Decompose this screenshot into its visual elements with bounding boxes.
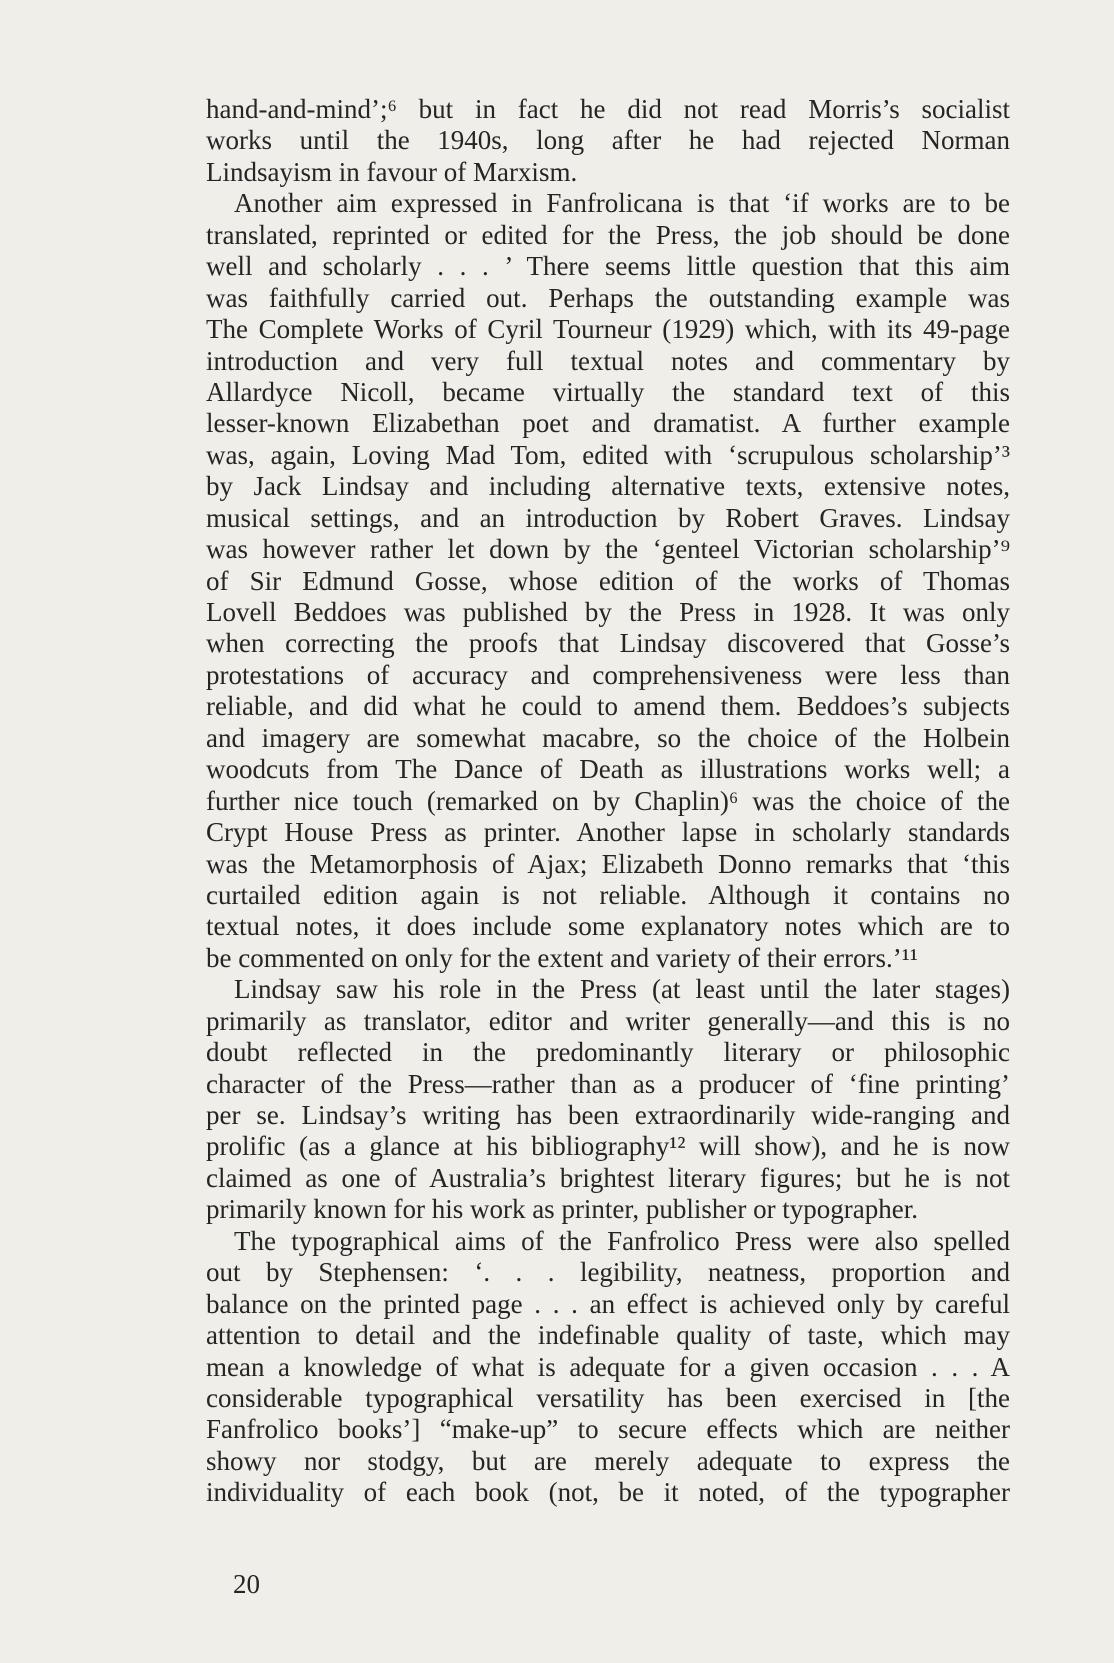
text-line: individuality of each book (not, be it noted, of the typographer [206,1477,1010,1508]
text-line: works until the 1940s, long after he had rejected Norman [206,125,1010,156]
text-line: Lindsayism in favour of Marxism. [206,156,578,187]
text-line: Lindsay saw his role in the Press (at least until the later stages) [234,974,1010,1005]
text-line: showy nor stodgy, but are merely adequate to express the [206,1445,1010,1476]
text-line: reliable, and did what he could to amend them. Beddoes’s subjects [206,691,1010,722]
body-text [206,94,1010,1509]
text-line: character of the Press—rather than as a producer of ‘fine printing’ [206,1068,1010,1099]
text-line: further nice touch (remarked on by Chaplin)⁶ was the choice of the [206,785,1010,816]
text-line: claimed as one of Australia’s brightest literary figures; but he is not [206,1162,1010,1193]
text-line: out by Stephensen: ‘. . . legibility, neatness, proportion and [206,1257,1010,1288]
text-line: per se. Lindsay’s writing has been extraordinarily wide-ranging and [206,1100,1010,1130]
text-line: hand-and-mind’;⁶ but in fact he did not read Morris’s socialist [206,94,1010,124]
text-line: was, again, Loving Mad Tom, edited with ‘scrupulous scholarship’³ [206,439,1010,470]
text-line: primarily as translator, editor and writer generally—and this is no [206,1005,1010,1036]
text-line: primarily known for his work as printer, publisher or typographer. [206,1194,919,1225]
text-line: mean a knowledge of what is adequate for a given occasion . . . A [206,1351,1010,1382]
text-line: introduction and very full textual notes and commentary by [206,345,1010,376]
text-line: lesser-known Elizabethan poet and dramatist. A further example [206,408,1010,439]
text-line: protestations of accuracy and comprehensiveness were less than [206,659,1010,690]
text-line: translated, reprinted or edited for the Press, the job should be done [206,219,1010,250]
text-line: well and scholarly . . . ’ There seems little question that this aim [206,251,1010,282]
text-line: was however rather let down by the ‘genteel Victorian scholarship’⁹ [206,534,1010,565]
text-line: curtailed edition again is not reliable. Although it contains no [206,879,1010,910]
text-line: Allardyce Nicoll, became virtually the standard text of this [206,376,1010,407]
text-line: and imagery are somewhat macabre, so the choice of the Holbein [206,722,1010,753]
text-line: Crypt House Press as printer. Another lapse in scholarly standards [206,817,1010,848]
text-line: be commented on only for the extent and variety of their errors.’¹¹ [206,942,918,973]
text-line: musical settings, and an introduction by Robert Graves. Lindsay [206,502,1010,533]
text-line: Fanfrolico books’] “make-up” to secure effects which are neither [206,1414,1010,1445]
text-line: when correcting the proofs that Lindsay discovered that Gosse’s [206,628,1010,659]
text-line: was faithfully carried out. Perhaps the outstanding example was [206,282,1010,313]
text-line: Lovell Beddoes was published by the Press in 1928. It was only [206,597,1010,627]
text-line: Another aim expressed in Fanfrolicana is that ‘if works are to be [234,188,1010,219]
text-line: woodcuts from The Dance of Death as illustrations works well; a [206,754,1010,785]
text-line: by Jack Lindsay and including alternative texts, extensive notes, [206,471,1010,502]
text-line: prolific (as a glance at his bibliography¹² will show), and he is now [206,1131,1010,1162]
text-line: considerable typographical versatility has been exercised in [the [206,1382,1010,1413]
text-line: textual notes, it does include some explanatory notes which are to [206,911,1010,942]
text-line: doubt reflected in the predominantly literary or philosophic [206,1037,1010,1068]
text-line: of Sir Edmund Gosse, whose edition of the works of Thomas [206,565,1010,596]
text-line: balance on the printed page . . . an effect is achieved only by careful [206,1288,1010,1319]
text-line: The typographical aims of the Fanfrolico Press were also spelled [234,1225,1010,1256]
text-line: The Complete Works of Cyril Tourneur (1929) which, with its 49-page [206,314,1010,345]
text-line: attention to detail and the indefinable quality of taste, which may [206,1320,1010,1351]
text-line: was the Metamorphosis of Ajax; Elizabeth Donno remarks that ‘this [206,848,1010,879]
page-number: 20 [233,1569,260,1599]
